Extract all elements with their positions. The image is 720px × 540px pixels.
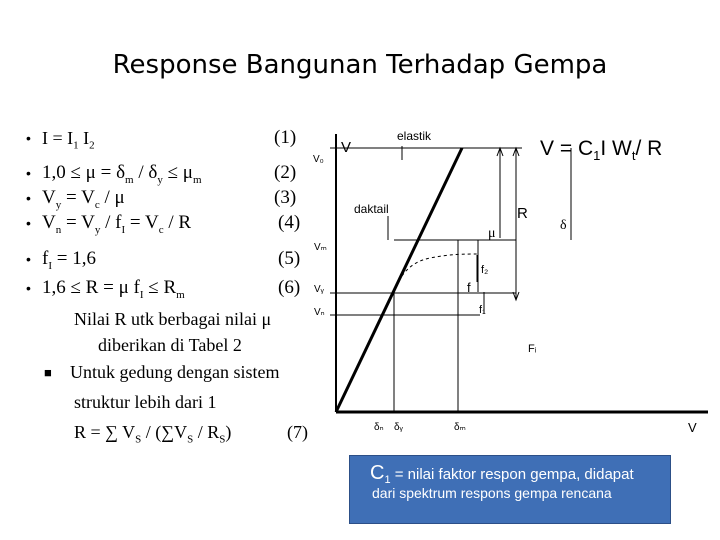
label-r: R	[517, 205, 528, 222]
equation-number: (3)	[274, 187, 297, 208]
label-v0: V₀	[313, 154, 324, 165]
info-rest: = nilai faktor respon gempa, didapat	[390, 466, 634, 483]
info-box	[349, 455, 671, 524]
square-bullet-icon: ■	[44, 365, 52, 380]
equation-number: (1)	[274, 127, 297, 148]
label-dn: δₙ	[374, 422, 384, 433]
daktail-curve	[394, 254, 478, 292]
equation-text: $V_y = V_c / \mu$	[42, 187, 125, 211]
label-vy: Vᵧ	[314, 284, 324, 295]
equation-text: $1,0 \le \mu = \delta_m / \delta_y \le \mu_m$	[42, 162, 202, 186]
equation-number: (2)	[274, 162, 297, 183]
formula-7-number: (7)	[287, 422, 308, 442]
note-line-1: Nilai R utk berbagai nilai μ	[74, 309, 272, 329]
bullet-text-1: Untuk gedung dengan sistem	[70, 362, 280, 382]
label-fi: Fᵢ	[528, 343, 537, 355]
equation-number: (6)	[278, 277, 301, 298]
label-elastik: elastik	[397, 129, 432, 143]
note-line-2: diberikan di Tabel 2	[98, 335, 242, 355]
label-v: V	[341, 139, 352, 156]
bullet: •	[26, 280, 31, 296]
label-dy: δᵧ	[394, 422, 403, 433]
bullet: •	[26, 190, 31, 206]
equation-number: (5)	[278, 248, 301, 269]
label-delta: δ	[560, 218, 567, 233]
label-mu: μ	[488, 226, 496, 241]
bullet: •	[26, 215, 31, 231]
equation-text: $V_n = V_y / f_I = V_c / R$	[42, 212, 192, 236]
label-vn: Vₙ	[314, 307, 325, 318]
bullet-text-2: struktur lebih dari 1	[74, 392, 217, 412]
label-vm: Vₘ	[314, 242, 327, 253]
info-sub: 1	[384, 474, 391, 486]
equation-text: 1,6 ≤ R = μ $f_I \le R_m$	[42, 277, 185, 301]
formula-7: R = ∑ $V_S / (\sum V_S / R_S)$	[74, 422, 232, 446]
bullet: •	[26, 130, 31, 146]
label-f1: f₁	[479, 304, 486, 316]
label-daktail: daktail	[354, 202, 389, 216]
info-line-1	[370, 462, 634, 486]
equation-text: $I = I_1$ $I_2$	[42, 128, 95, 152]
label-f: f	[467, 280, 471, 295]
bullet: •	[26, 251, 31, 267]
bullet: •	[26, 165, 31, 181]
equation-text: $f_I = 1,6$	[42, 248, 96, 272]
label-axis-v: V	[688, 420, 697, 435]
label-dm: δₘ	[454, 422, 466, 433]
label-f2: f₂	[481, 264, 489, 276]
main-formula: $V = C_1I$ $W_t/$ R	[540, 137, 663, 164]
info-c: C	[370, 462, 385, 484]
equation-number: (4)	[278, 212, 301, 233]
page-title: Response Bangunan Terhadap Gempa	[112, 50, 608, 80]
info-line-2: dari spektrum respons gempa rencana	[372, 485, 612, 501]
